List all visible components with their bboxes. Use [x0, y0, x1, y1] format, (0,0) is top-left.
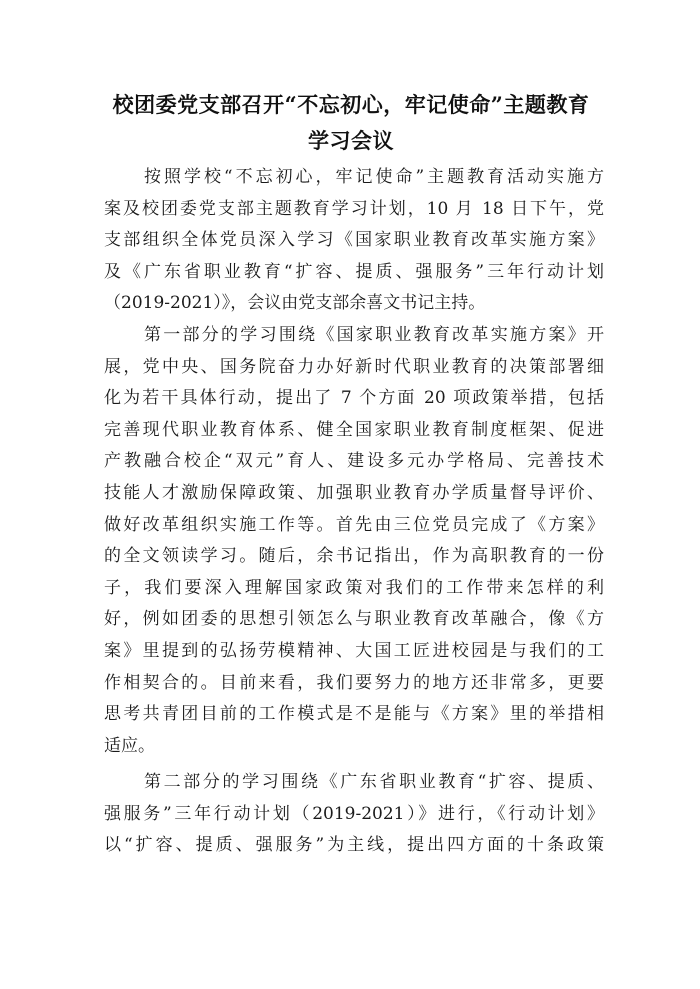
paragraph-line: 化为若干具体行动，提出了 7 个方面 20 项政策举措，包括 — [104, 388, 604, 409]
paragraph-2 — [104, 320, 604, 762]
paragraph-line: 完善现代职业教育体系、健全国家职业教育制度框架、促进 — [104, 419, 604, 440]
paragraph-line: 案及校团委党支部主题教育学习计划，10 月 18 日下午，党 — [104, 198, 604, 219]
document-title-line-2: 学习会议 — [308, 128, 394, 153]
paragraph-line: （2019-2021）》，会议由党支部余喜文书记主持。 — [104, 293, 486, 314]
paragraph-line: 第二部分的学习围绕《广东省职业教育“扩容、提质、 — [144, 772, 604, 793]
paragraph-line: 及《广东省职业教育“扩容、提质、强服务”三年行动计划 — [104, 261, 604, 282]
paragraph-line: 做好改革组织实施工作等。首先由三位党员完成了《方案》 — [104, 514, 604, 535]
paragraph-line: 的全文领读学习。随后，余书记指出，作为高职教育的一份 — [104, 546, 604, 567]
paragraph-line: 以“扩容、提质、强服务”为主线，提出四方面的十条政策 — [104, 835, 604, 856]
paragraph-line: 展，党中央、国务院奋力办好新时代职业教育的决策部署细 — [104, 356, 604, 377]
paragraph-line: 适应。 — [104, 735, 155, 756]
paragraph-line: 按照学校“不忘初心，牢记使命”主题教育活动实施方 — [144, 167, 604, 187]
document-body — [104, 162, 604, 862]
paragraph-line: 技能人才激励保障政策、加强职业教育办学质量督导评价、 — [104, 482, 604, 503]
paragraph-line: 产教融合校企“双元”育人、建设多元办学格局、完善技术 — [104, 451, 604, 472]
paragraph-line: 子，我们要深入理解国家政策对我们的工作带来怎样的利 — [104, 577, 604, 598]
document-title-line-1: 校团委党支部召开“不忘初心，牢记使命”主题教育 — [112, 92, 590, 117]
paragraph-line: 案》里提到的弘扬劳模精神、大国工匠进校园是与我们的工 — [104, 640, 604, 661]
paragraph-line: 作相契合的。目前来看，我们要努力的地方还非常多，更要 — [104, 672, 604, 693]
paragraph-line: 第一部分的学习围绕《国家职业教育改革实施方案》开 — [144, 324, 604, 345]
paragraph-1 — [104, 162, 604, 320]
paragraph-3 — [104, 767, 604, 862]
paragraph-line: 思考共青团目前的工作模式是不是能与《方案》里的举措相 — [104, 704, 604, 725]
paragraph-line: 好，例如团委的思想引领怎么与职业教育改革融合，像《方 — [104, 609, 604, 630]
paragraph-line: 支部组织全体党员深入学习《国家职业教育改革实施方案》 — [104, 230, 604, 251]
paragraph-line: 强服务”三年行动计划（2019-2021）》进行，《行动计划》 — [104, 803, 604, 824]
